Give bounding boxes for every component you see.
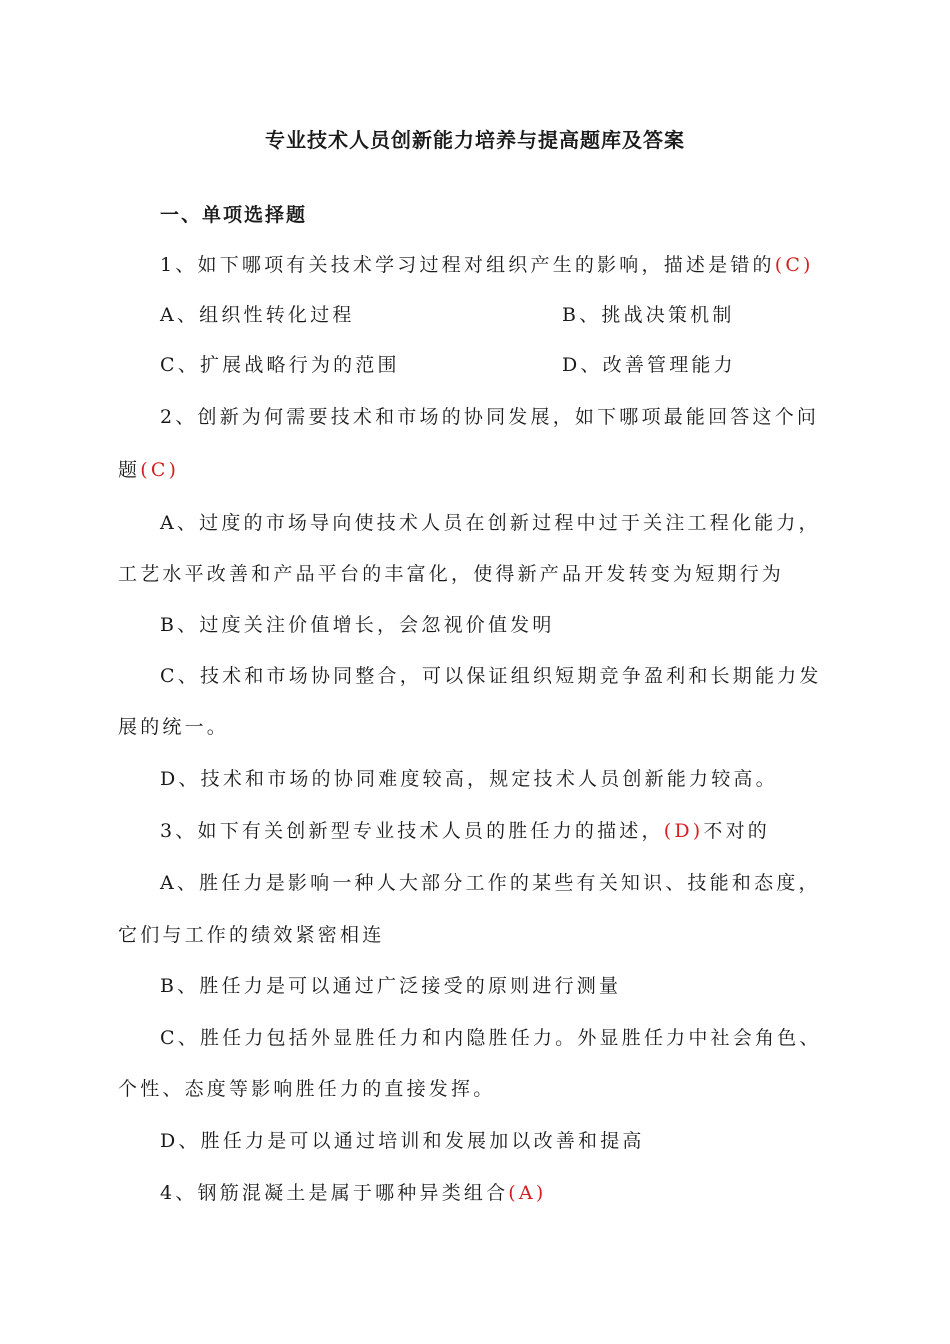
question-1-stem [160, 252, 814, 278]
question-3-answer: (D) [663, 820, 704, 842]
question-2-answer: (C) [140, 459, 180, 481]
question-3-option-a-line1: A、胜任力是影响一种人大部分工作的某些有关知识、技能和态度， [160, 872, 821, 894]
question-3-option-a-line2: 它们与工作的绩效紧密相连 [118, 924, 385, 946]
question-1-answer: (C) [774, 254, 814, 276]
question-3-option-c-line1: C、胜任力包括外显胜任力和内隐胜任力。外显胜任力中社会角色、 [160, 1027, 822, 1049]
question-2-option-b: B、过度关注价值增长，会忽视价值发明 [160, 614, 555, 636]
question-4-stem [160, 1180, 546, 1206]
question-2-option-c-line1: C、技术和市场协同整合，可以保证组织短期竞争盈利和长期能力发 [160, 665, 822, 687]
question-2-option-d: D、技术和市场的协同难度较高，规定技术人员创新能力较高。 [160, 768, 778, 790]
question-1-option-a: A、组织性转化过程 [160, 304, 355, 326]
question-3-text: 3、如下有关创新型专业技术人员的胜任力的描述， [160, 820, 664, 842]
question-3-text-end: 不对的 [703, 820, 770, 842]
question-2-stem-line2 [118, 457, 179, 483]
question-2-option-a-line2: 工艺水平改善和产品平台的丰富化，使得新产品开发转变为短期行为 [118, 563, 785, 585]
question-3-option-b: B、胜任力是可以通过广泛接受的原则进行测量 [160, 975, 622, 997]
question-2-option-a-line1: A、过度的市场导向使技术人员在创新过程中过于关注工程化能力， [160, 512, 821, 534]
document-title: 专业技术人员创新能力培养与提高题库及答案 [265, 128, 685, 152]
question-1-option-c: C、扩展战略行为的范围 [160, 354, 400, 376]
section-heading: 一、单项选择题 [160, 204, 308, 226]
question-4-text: 4、钢筋混凝土是属于哪种异类组合 [160, 1182, 509, 1204]
question-3-option-d: D、胜任力是可以通过培训和发展加以改善和提高 [160, 1130, 645, 1152]
question-1-option-b: B、挑战决策机制 [562, 304, 735, 326]
question-3-option-c-line2: 个性、态度等影响胜任力的直接发挥。 [118, 1078, 496, 1100]
question-2-stem-line1: 2、创新为何需要技术和市场的协同发展，如下哪项最能回答这个问 [160, 406, 820, 428]
question-4-answer: (A) [508, 1182, 547, 1204]
question-3-stem [160, 818, 770, 844]
question-1-option-d: D、改善管理能力 [562, 354, 736, 376]
question-1-text: 1、如下哪项有关技术学习过程对组织产生的影响，描述是错的 [160, 254, 775, 276]
question-2-text-end: 题 [118, 459, 141, 481]
question-2-option-c-line2: 展的统一。 [118, 716, 230, 738]
